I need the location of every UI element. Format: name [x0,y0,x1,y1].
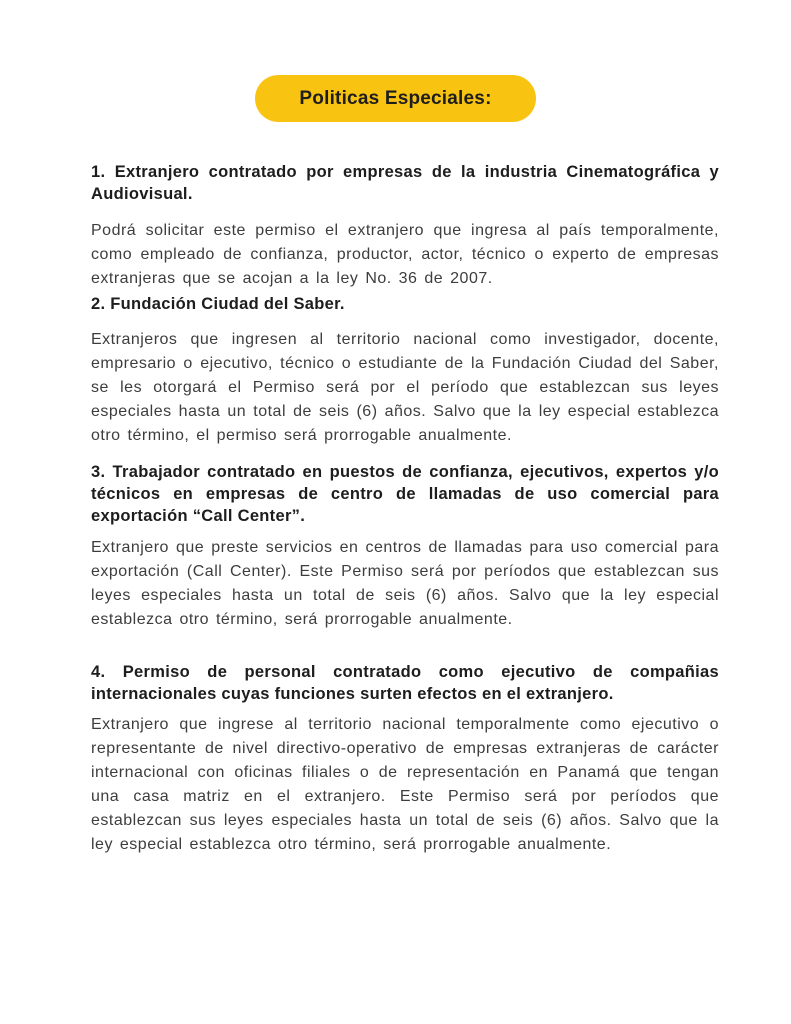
section-4-heading: 4. Permiso de personal contratado como ejecutivo de compañias internacionales cuyas funciones surten efectos en el extranjero. [91,663,719,703]
section-2-heading: 2. Fundación Ciudad del Saber. [91,295,345,313]
page-title: Politicas Especiales: [299,87,492,109]
badge-row [0,0,791,122]
section-1-body: Podrá solicitar este permiso el extranjero que ingresa al país temporalmente, como empleado de confianza, productor, actor, técnico o experto de empresas extranjeras que se acojan a la ley No. 36 de 2007. [91,222,719,287]
document-content [0,161,791,857]
section-2-body: Extranjeros que ingresen al territorio nacional como investigador, docente, empresario o ejecutivo, técnico o estudiante de la Fundación Ciudad del Saber, se les otorgará el Permiso será por el período que establezcan sus leyes especiales hasta un total de seis (6) años. Salvo que la ley especial establezca otro término, el permiso será prorrogable anualmente. [91,331,719,444]
section-1-heading: 1. Extranjero contratado por empresas de la industria Cinematográfica y Audiovisual. [91,163,719,203]
section-4-body: Extranjero que ingrese al territorio nacional temporalmente como ejecutivo o representante de nivel directivo-operativo de empresas extranjeras de carácter internacional con oficinas filiales o de representación en Panamá que tengan una casa matriz en el extranjero. Este Permiso será por períodos que establezcan sus leyes especiales hasta un total de seis (6) años. Salvo que la ley especial establezca otro término, será prorrogable anualmente. [91,716,719,853]
section-3-heading: 3. Trabajador contratado en puestos de confianza, ejecutivos, expertos y/o técnicos en empresas de centro de llamadas de uso comercial para exportación “Call Center”. [91,463,719,525]
section-3-body: Extranjero que preste servicios en centros de llamadas para uso comercial para exportación (Call Center). Este Permiso será por períodos que establezcan sus leyes especiales hasta un total de seis (6) años. Salvo que la ley especial establezca otro término, será prorrogable anualmente. [91,539,719,628]
title-badge [255,75,536,122]
